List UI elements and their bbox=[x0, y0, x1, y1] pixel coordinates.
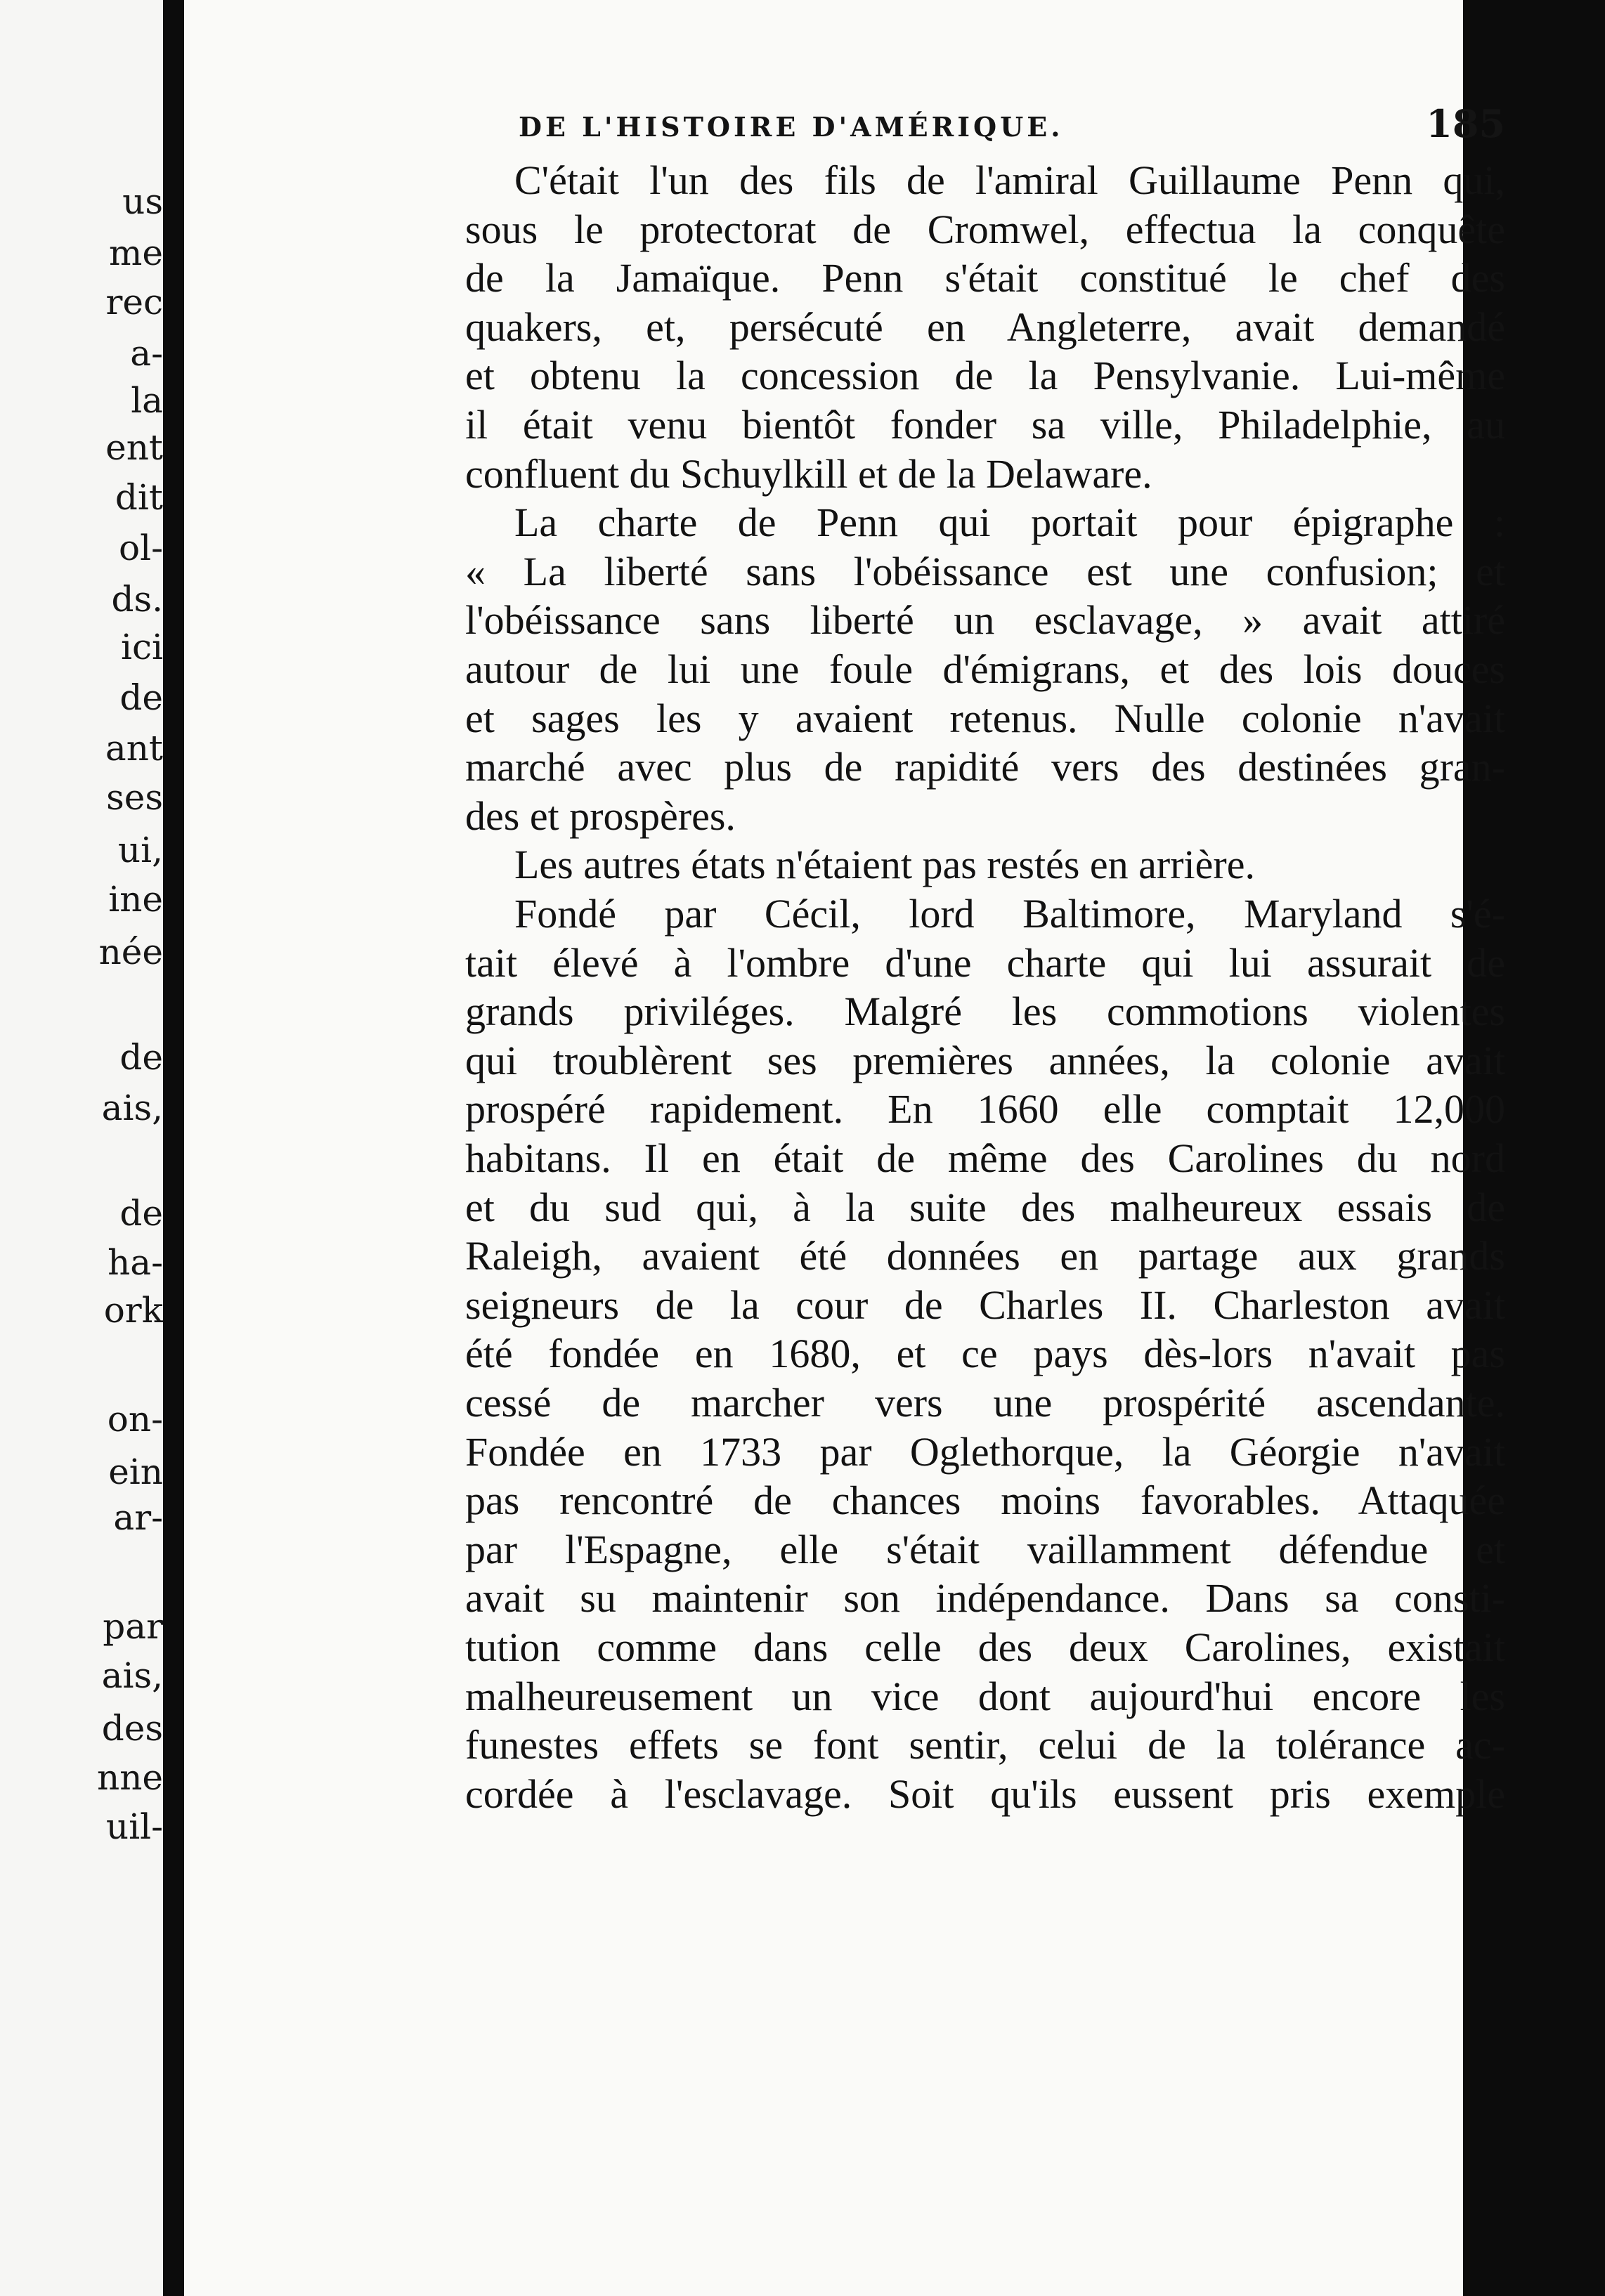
text-line: des et prospères. bbox=[465, 793, 736, 839]
fragment-line: de bbox=[119, 1037, 163, 1078]
text-line: pas rencontré de chances moins favorables. Attaquée bbox=[465, 1478, 1505, 1523]
fragment-line: on- bbox=[107, 1399, 163, 1440]
text-line: Fondé par Cécil, lord Baltimore, Maryland s'é- bbox=[514, 891, 1505, 937]
text-line: par l'Espagne, elle s'était vaillamment défendue et bbox=[465, 1527, 1505, 1572]
previous-page-fragment bbox=[0, 0, 163, 2296]
text-line: il était venu bientôt fonder sa ville, Philadelphie, au bbox=[465, 402, 1505, 448]
text-line: et du sud qui, à la suite des malheureux essais de bbox=[465, 1185, 1505, 1230]
fragment-line: uil- bbox=[105, 1806, 163, 1847]
page-185 bbox=[184, 0, 1505, 2296]
text-line: seigneurs de la cour de Charles II. Charleston avait bbox=[465, 1282, 1505, 1328]
fragment-line: rec bbox=[105, 282, 163, 322]
fragment-line: ais, bbox=[101, 1088, 163, 1128]
text-line: autour de lui une foule d'émigrans, et des lois douces bbox=[465, 646, 1505, 692]
fragment-line: par bbox=[103, 1606, 163, 1647]
fragment-line: ais, bbox=[101, 1655, 163, 1696]
fragment-line: us bbox=[122, 181, 163, 222]
fragment-line: née bbox=[98, 932, 163, 972]
text-line: Fondée en 1733 par Oglethorque, la Géorgie n'avait bbox=[465, 1429, 1505, 1475]
fragment-line: nne bbox=[97, 1757, 163, 1798]
fragment-line: des bbox=[101, 1708, 163, 1749]
fragment-line: ha- bbox=[108, 1242, 163, 1283]
fragment-line: a- bbox=[130, 333, 163, 374]
text-line: et sages les y avaient retenus. Nulle colonie n'avait bbox=[465, 696, 1505, 741]
text-line: confluent du Schuylkill et de la Delaware. bbox=[465, 451, 1152, 497]
fragment-line: ork bbox=[103, 1290, 163, 1331]
fragment-line: ine bbox=[108, 879, 163, 920]
text-line: « La liberté sans l'obéissance est une confusion; et bbox=[465, 549, 1505, 594]
fragment-line: ds. bbox=[111, 579, 163, 620]
text-line: C'était l'un des fils de l'amiral Guillaume Penn qui, bbox=[514, 157, 1505, 203]
text-line: avait su maintenir son indépendance. Dans sa consti- bbox=[465, 1575, 1505, 1621]
fragment-line: ici bbox=[121, 627, 163, 667]
text-line: de la Jamaïque. Penn s'était constitué le chef des bbox=[465, 255, 1505, 301]
fragment-line: ui, bbox=[117, 830, 163, 870]
page-number: 185 bbox=[1426, 101, 1505, 146]
text-line: malheureusement un vice dont aujourd'hui encore les bbox=[465, 1674, 1505, 1719]
text-line: quakers, et, persécuté en Angleterre, avait demandé bbox=[465, 304, 1505, 350]
fragment-line: me bbox=[108, 233, 163, 273]
text-line: tait élevé à l'ombre d'une charte qui lui assurait de bbox=[465, 940, 1505, 986]
text-line: habitans. Il en était de même des Carolines du nord bbox=[465, 1135, 1505, 1181]
text-line: La charte de Penn qui portait pour épigraphe : bbox=[514, 500, 1505, 545]
fragment-line: ein bbox=[108, 1452, 163, 1492]
fragment-line: ol- bbox=[119, 528, 163, 568]
fragment-line: ant bbox=[105, 728, 163, 769]
fragment-line: ar- bbox=[113, 1497, 163, 1538]
fragment-line: ses bbox=[106, 777, 163, 818]
running-head: DE L'HISTOIRE D'AMÉRIQUE. bbox=[519, 111, 1064, 143]
text-line: cordée à l'esclavage. Soit qu'ils eussent pris exemple bbox=[465, 1771, 1505, 1817]
text-line: tution comme dans celle des deux Carolines, existait bbox=[465, 1624, 1505, 1670]
text-line: grands priviléges. Malgré les commotions violentes bbox=[465, 989, 1505, 1034]
text-line: été fondée en 1680, et ce pays dès-lors n'avait pas bbox=[465, 1331, 1505, 1376]
text-line: cessé de marcher vers une prospérité ascendante. bbox=[465, 1380, 1505, 1426]
text-line: l'obéissance sans liberté un esclavage, » avait attiré bbox=[465, 597, 1505, 643]
text-line: et obtenu la concession de la Pensylvanie. Lui-même bbox=[465, 353, 1505, 398]
fragment-line: dit bbox=[115, 477, 163, 518]
fragment-line: de bbox=[119, 1193, 163, 1234]
text-line: Les autres états n'étaient pas restés en arrière. bbox=[514, 842, 1255, 887]
text-line: qui troublèrent ses premières années, la colonie avait bbox=[465, 1038, 1505, 1083]
page-header bbox=[519, 101, 1505, 155]
text-line: marché avec plus de rapidité vers des destinées gran- bbox=[465, 744, 1505, 790]
text-line: Raleigh, avaient été données en partage aux grands bbox=[465, 1233, 1505, 1279]
text-line: funestes effets se font sentir, celui de la tolérance ac- bbox=[465, 1722, 1505, 1768]
text-line: sous le protectorat de Cromwel, effectua la conquête bbox=[465, 207, 1505, 252]
fragment-line: la bbox=[131, 380, 163, 421]
fragment-line: de bbox=[119, 677, 163, 718]
text-line: prospéré rapidement. En 1660 elle comptait 12,000 bbox=[465, 1086, 1505, 1132]
fragment-line: ent bbox=[105, 427, 163, 468]
